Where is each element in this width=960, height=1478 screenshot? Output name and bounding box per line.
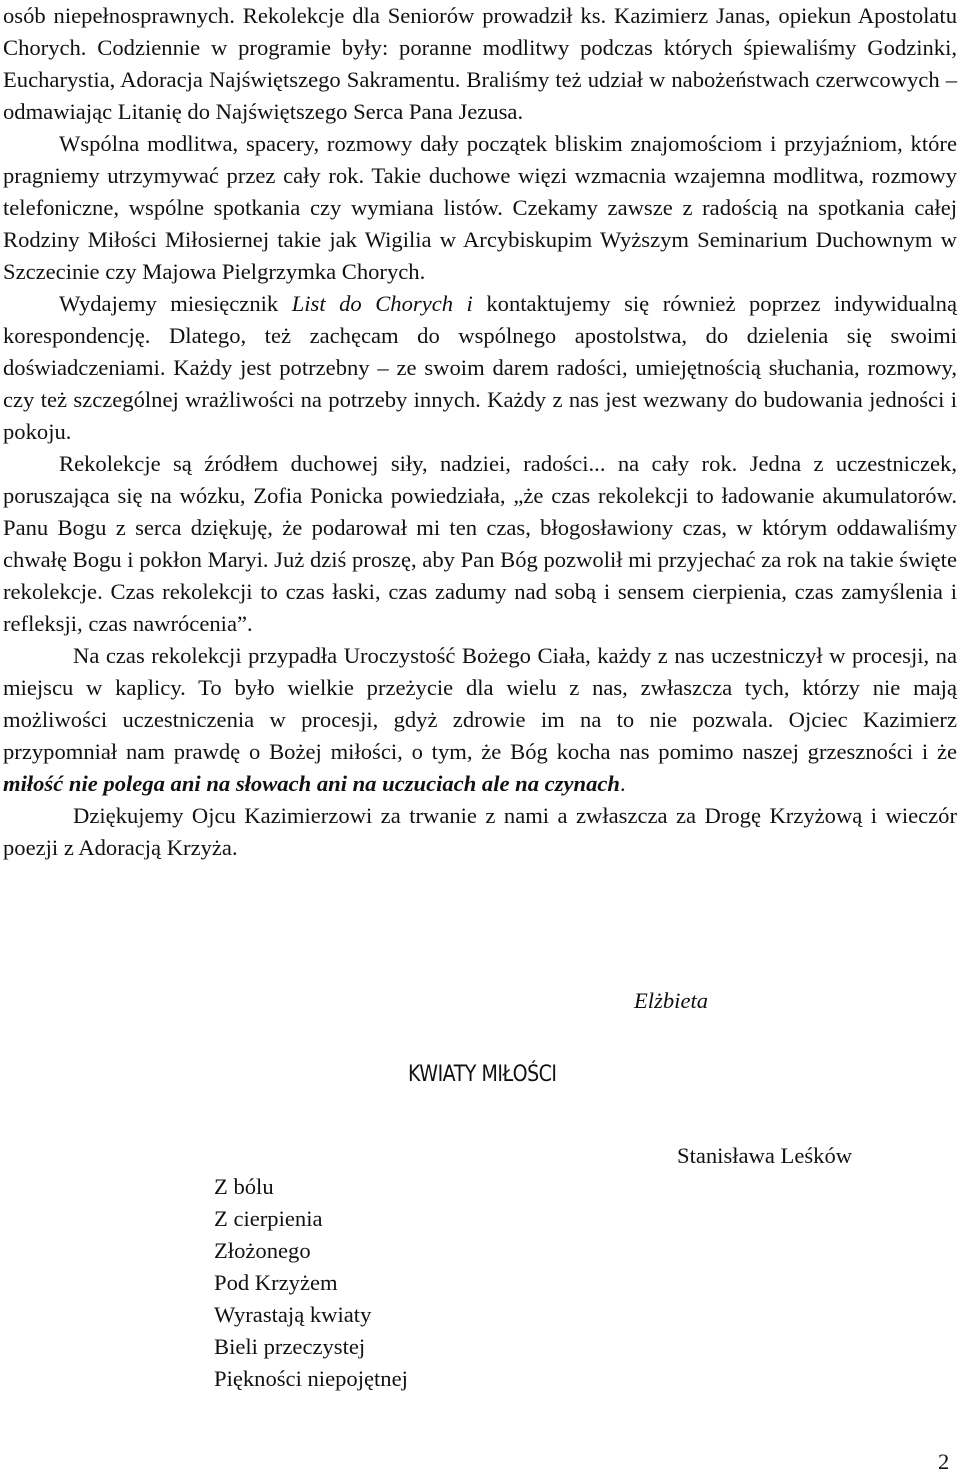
poem-body xyxy=(214,1171,408,1395)
paragraph-shared-prayer: Wspólna modlitwa, spacery, rozmowy dały początek bliskim znajomościom i przyjaźniom, które pragniemy utrzymywać przez cały rok. Takie duchowe więzi wzmacnia wzajemna modlitwa, rozmowy telefoniczne, wspólne spotkania czy wymiana listów. Czekamy zawsze z radością na spotkania całej Rodziny Miłości Miłosiernej takie jak Wigilia w Arcybiskupim Wyższym Seminarium Duchownym w Szczecinie czy Majowa Pielgrzymka Chorych. xyxy=(3,131,957,284)
poem-line: Piękności niepojętnej xyxy=(214,1366,408,1391)
poem-line: Wyrastają kwiaty xyxy=(214,1302,372,1327)
poem-line: Pod Krzyżem xyxy=(214,1270,338,1295)
magazine-title: List do Chorych i xyxy=(291,291,473,316)
love-quote-emphasis: miłość nie polega ani na słowach ani na uczuciach ale na czynach xyxy=(3,771,620,796)
paragraph-retreat-intro: osób niepełnosprawnych. Rekolekcje dla Seniorów prowadził ks. Kazimierz Janas, opiekun Apostolatu Chorych. Codziennie w programie były: poranne modlitwy podczas których śpiewaliśmy Godzinki, Eucharystia, Adoracja Najświętszego Sakramentu. Braliśmy też udział w nabożeństwach czerwcowych – odmawiając Litanię do Najświętszego Serca Pana Jezusa. xyxy=(3,3,957,124)
page-number: 2 xyxy=(938,1449,950,1474)
paragraph-corpus-christi-start: Na czas rekolekcji przypadła Uroczystość Bożego Ciała, każdy z nas uczestniczył w procesji, na miejscu w kaplicy. To było wielkie przeżycie dla wielu z nas, zwłaszcza tych, którzy nie mają możliwości uczestniczenia w procesji, gdyż zdrowie im na to nie pozwala. Ojciec Kazimierz przypomniał nam prawdę o Bożej miłości, o tym, że Bóg kocha nas pomimo naszej grzeszności i że xyxy=(3,643,957,764)
poem-line: Złożonego xyxy=(214,1238,311,1263)
poem-line: Z bólu xyxy=(214,1174,274,1199)
poem-title: KWIATY MIŁOŚCI xyxy=(408,1061,557,1087)
article-body xyxy=(3,0,957,864)
paragraph-corpus-christi-end: . xyxy=(620,771,626,796)
poem-author: Stanisława Leśków xyxy=(677,1143,853,1168)
poem-line: Z cierpienia xyxy=(214,1206,323,1231)
poem-line: Bieli przeczystej xyxy=(214,1334,366,1359)
paragraph-thanks: Dziękujemy Ojcu Kazimierzowi za trwanie z nami a zwłaszcza za Drogę Krzyżową i wieczór poezji z Adoracją Krzyża. xyxy=(3,803,957,860)
paragraph-corpus-christi xyxy=(3,640,957,800)
paragraph-monthly-letter-rest: kontaktujemy się również poprzez indywidualną korespondencję. Dlatego, też zachęcam do wspólnego apostolstwa, do dzielenia się swoimi doświadczeniami. Każdy jest potrzebny – ze swoim darem radości, umiejętnością słuchania, rozmowy, czy też szczególnej wrażliwości na potrzeby innych. Każdy z nas jest wezwany do budowania jedności i pokoju. xyxy=(3,291,958,444)
paragraph-spiritual-strength: Rekolekcje są źródłem duchowej siły, nadziei, radości... na cały rok. Jedna z uczestniczek, poruszająca się na wózku, Zofia Ponicka powiedziała, „że czas rekolekcji to ładowanie akumulatorów. Panu Bogu z serca dziękuję, że podarował mi ten czas, błogosławiony czas, w którym oddawaliśmy chwałę Bogu i pokłon Maryi. Już dziś proszę, aby Pan Bóg pozwolił mi przyjechać za rok na takie święte rekolekcje. Czas rekolekcji to czas łaski, czas zadumy nad sobą i sensem cierpienia, czas zamyślenia i refleksji, czas nawrócenia”. xyxy=(3,451,957,636)
paragraph-monthly-letter-start: Wydajemy miesięcznik xyxy=(59,291,292,316)
paragraph-monthly-letter xyxy=(3,288,957,448)
author-signature: Elżbieta xyxy=(634,988,709,1013)
